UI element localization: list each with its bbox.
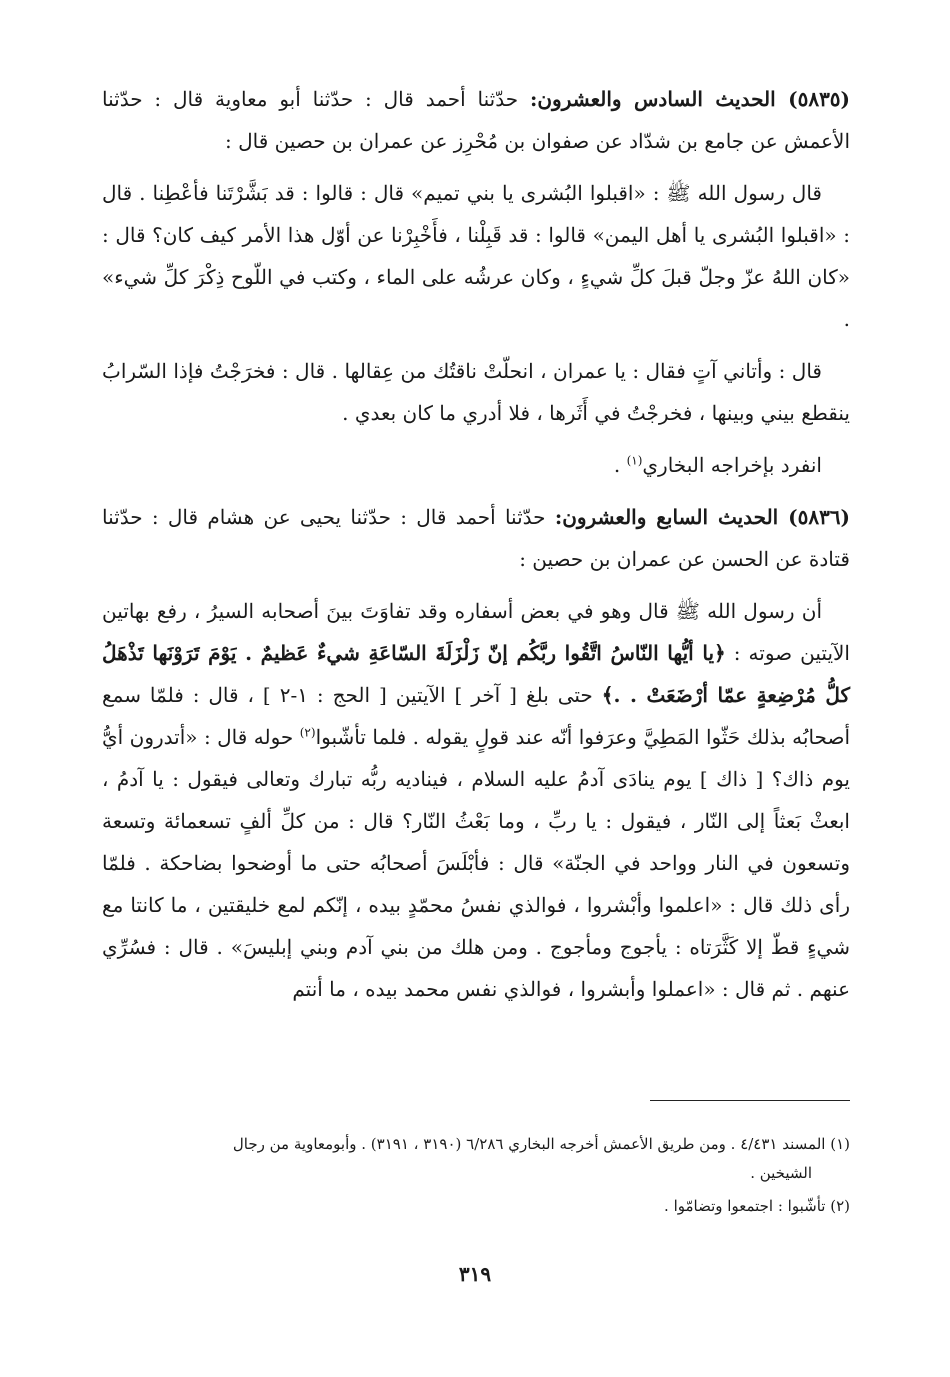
hadith-5836-text-b: حتى بلغ [ آخر ] الآيتين [ الحج : ١-٢ ] ، قال : فلمّا سمع أصحابُه بذلك حَثّوا المَطِيَّ وعرَفوا أنّه عند قولٍ يقوله . فلما تأشّبوا — [102, 683, 851, 749]
hadith-5836-text — [102, 590, 850, 1010]
hadith-5835-note-text: انفرد بإخراجه البخاري — [642, 453, 822, 477]
quran-verse: ﴿يا أيُّها النّاسُ اتَّقُوا ربَّكُم إنّ زَلْزَلَةَ السّاعَةِ شيءٌ عَظيمٌ . يَوْمَ تَرَوْنَها تَذْهَلُ كلُّ مُرْضِعةٍ عمّا أرْضَعَتْ . .﴾ — [102, 641, 851, 707]
footnote-1-number: (١) — [830, 1135, 850, 1153]
footnote-2-text: تأشّبوا : اجتمعوا وتضامّوا . — [664, 1197, 826, 1215]
hadith-5835-isnad — [102, 78, 850, 162]
footnote-1-text: المسند ٤/٤٣١ . ومن طريق الأعمش أخرجه البخاري ٦/٢٨٦ (٣١٩٠ ، ٣١٩١) . وأبومعاوية من رجال — [232, 1135, 826, 1153]
footnote-ref-2: (٢) — [299, 725, 316, 740]
hadith-5835-heading: (٥٨٣٥) الحديث السادس والعشرون: — [529, 87, 851, 111]
hadith-5836-isnad — [102, 496, 850, 580]
footnote-1-continuation: الشيخين . — [750, 1164, 812, 1182]
hadith-5835-text-2: قال : وأتاني آتٍ فقال : يا عمران ، انحلّتْ ناقتُك من عِقالها . قال : فخرَجْتُ فإذا السّرابُ ينقطع بيني وبينها ، فخرجْتُ في أَثَرها ، فلا أدري ما كان بعدي . — [102, 359, 850, 425]
footnote-2 — [102, 1192, 850, 1221]
hadith-5836-chain: حدّثنا أحمد قال : حدّثنا يحيى عن هشام قال : حدّثنا قتادة عن الحسن عن عمران بن حصين : — [102, 505, 850, 571]
hadith-5836-heading: (٥٨٣٦) الحديث السابع والعشرون: — [554, 505, 851, 529]
footnotes — [102, 1130, 850, 1225]
footnote-1 — [102, 1130, 850, 1188]
footnote-ref-1: (١) — [626, 453, 643, 468]
page-number: ٣١٩ — [458, 1262, 492, 1286]
hadith-5835-text-1: قال رسول الله ﷺ : «اقبلوا البُشرى يا بني تميم» قال : قالوا : قد بَشَّرْتَنا فأعْطِنا . قال : «اقبلوا البُشرى يا أهل اليمن» قالوا : قد قَبِلْنا ، فأَخْبِرْنا عن أوّل هذا الأمر كيف كان؟ قال : «كان اللهُ عزّ وجلّ قبلَ كلِّ شيءٍ ، وكان عرشُه على الماء ، وكتب في اللّوح ذِكْرَ كلِّ شيء» . — [102, 181, 850, 331]
hadith-5835-note: انفرد بإخراجه البخاري$^{(١)}$ . — [613, 453, 822, 477]
main-text — [102, 78, 850, 1020]
hadith-5836-text-a: أن رسول الله ﷺ قال وهو في بعض أسفاره وقد تفاوَتَ بينَ أصحابه السيرُ ، رفع بهاتين الآيتين صوته : — [102, 599, 850, 665]
footnote-divider — [650, 1100, 850, 1101]
hadith-5836-text-c: حوله قال : «أتدرون أيُّ يوم ذاك؟ [ ذاك ] يوم ينادَى آدمُ عليه السلام ، فيناديه ربُّه تبارك وتعالى فيقول : يا آدمُ ، ابعثْ بَعثاً إلى النّار ، فيقول : يا ربِّ ، وما بَعْثُ النّار؟ قال : من كلِّ ألفٍ تسعمائة وتسعة وتسعون في النار وواحد في الجنّة» قال : فأبْلَسَ أصحابُه حتى ما أوضحوا بضاحكة . فلمّا رأى ذلك قال : «اعلموا وأبْشروا ، فوالذي نفسُ محمّدٍ بيده ، إنّكم لمع خليقتين ، ما كانتا مع شيءٍ قطّ إلا كَثَّرَتاه : يأجوج ومأجوج . ومن هلك من بني آدم وبني إبليسَ» . قال : فسُرِّي عنهم . ثم قال : «اعملوا وأبشروا ، فوالذي نفس محمد بيده ، ما أنتم — [102, 725, 850, 1001]
footnote-2-number: (٢) — [830, 1197, 850, 1215]
hadith-5835-chain: حدّثنا أحمد قال : حدّثنا أبو معاوية قال : حدّثنا الأعمش عن جامع بن شدّاد عن صفوان بن مُحْرِز عن عمران بن حصين قال : — [102, 87, 850, 153]
